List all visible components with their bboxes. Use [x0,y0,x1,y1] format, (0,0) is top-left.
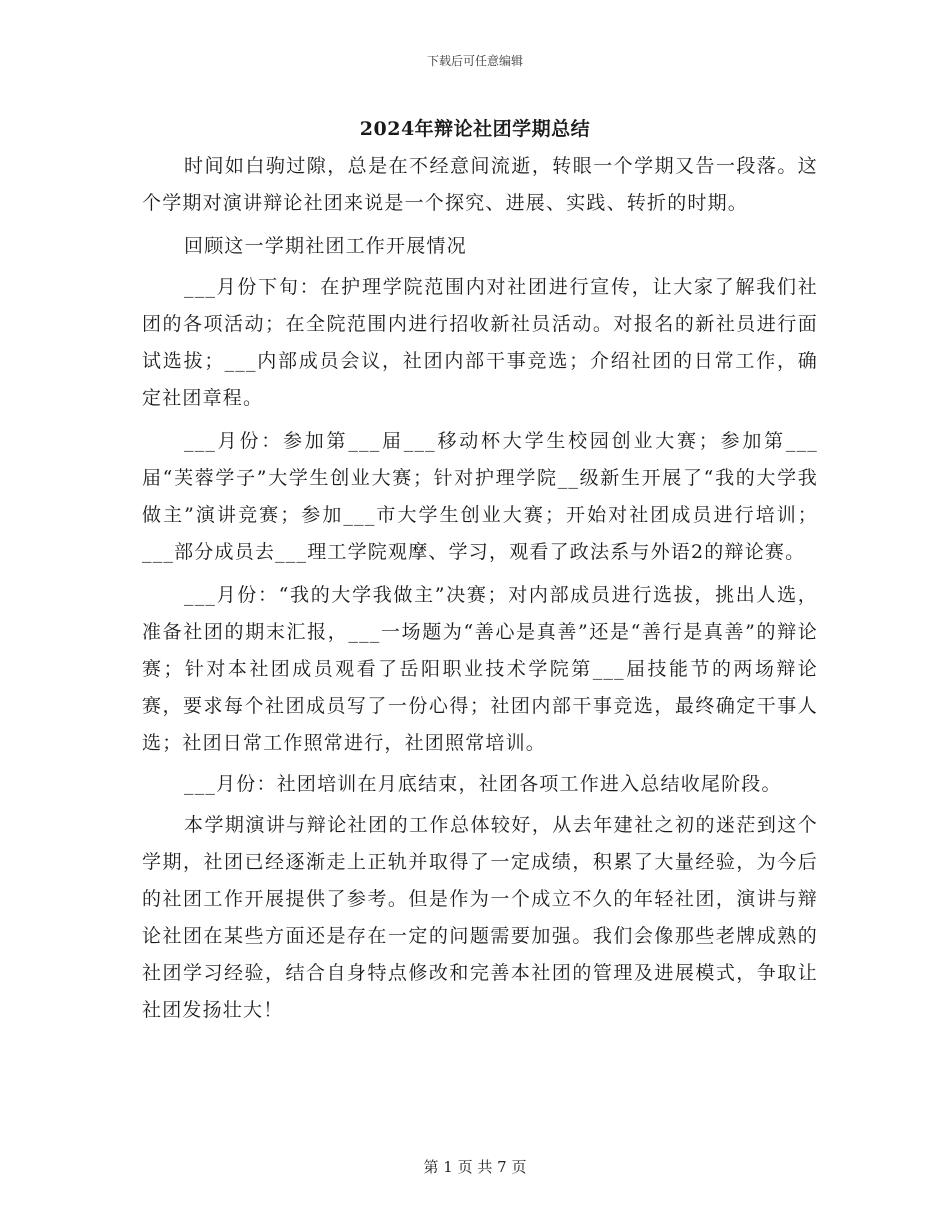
header-note: 下载后可任意编辑 [426,54,523,68]
paragraph-month-4: ___月份：社团培训在月底结束，社团各项工作进入总结收尾阶段。 [184,773,782,795]
paragraph-intro: 时间如白驹过隙，总是在不经意间流逝，转眼一个学期又告一段落。这个学期对演讲辩论社团来说是一个探究、进展、实践、转折的时期。 [142,155,818,214]
paragraph-month-1: ___月份下旬：在护理学院范围内对社团进行宣传，让大家了解我们社团的各项活动；在全院范围内进行招收新社员活动。对报名的新社员进行面试选拔；___内部成员会议，社团内部干事竞选；介绍社团的日常工作，确定社团章程。 [142,276,818,409]
paragraph-summary: 本学期演讲与辩论社团的工作总体较好，从去年建社之初的迷茫到这个学期，社团已经逐渐走上正轨并取得了一定成绩，积累了大量经验，为今后的社团工作开展提供了参考。但是作为一个成立不久的年轻社团，演讲与辩论社团在某些方面还是存在一定的问题需要加强。我们会像那些老牌成熟的社团学习经验，结合自身特点修改和完善本社团的管理及进展模式，争取让社团发扬壮大！ [142,814,818,1021]
paragraph-month-3: ___月份：“我的大学我做主”决赛；对内部成员进行选拔，挑出人选，准备社团的期末汇报，___一场题为“善心是真善”还是“善行是真善”的辩论赛；针对本社团成员观看了岳阳职业技术学院第___届技能节的两场辩论赛，要求每个社团成员写了一份心得；社团内部干事竞选，最终确定干事人选；社团日常工作照常进行，社团照常培训。 [142,584,818,754]
document-title: 2024年辩论社团学期总结 [359,118,591,140]
page-number: 第 1 页 共 7 页 [423,1158,527,1176]
paragraph-month-2: ___月份：参加第___届___移动杯大学生校园创业大赛；参加第___届“芙蓉学子”大学生创业大赛；针对护理学院__级新生开展了“我的大学我做主”演讲竞赛；参加___市大学生创业大赛；开始对社团成员进行培训；___部分成员去___理工学院观摩、学习，观看了政法系与外语2的辩论赛。 [142,430,818,563]
document-body [142,148,818,1035]
paragraph-review-heading: 回顾这一学期社团工作开展情况 [184,235,467,257]
